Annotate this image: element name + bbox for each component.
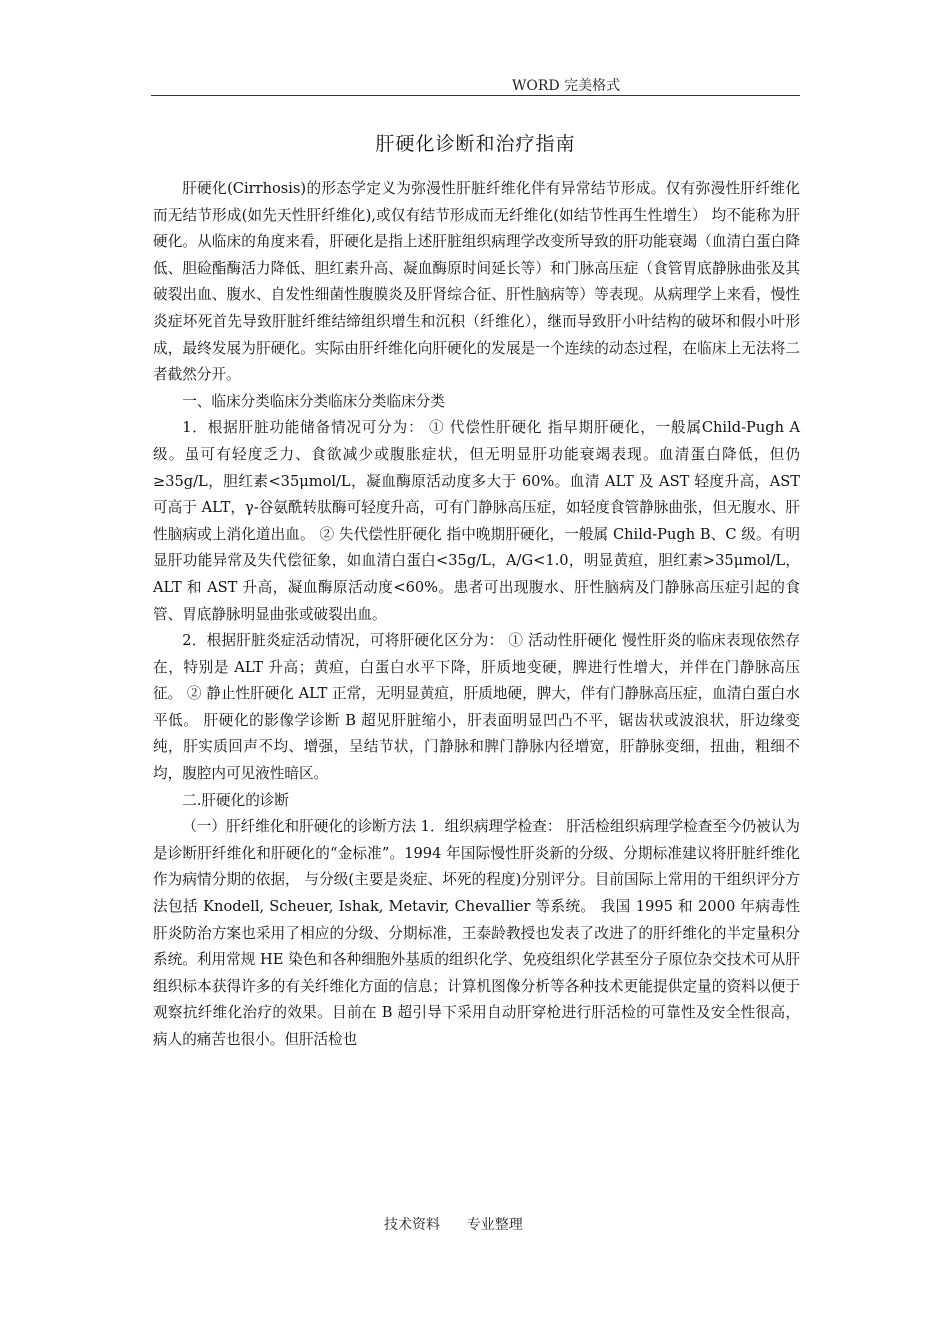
header-divider xyxy=(151,95,800,96)
footer-right-text: 专业整理 xyxy=(466,1217,523,1233)
paragraph-inflammation-activity: 2．根据肝脏炎症活动情况，可将肝硬化区分为： ① 活动性肝硬化 慢性肝炎的临床表现依然存在，特别是 ALT 升高；黄疸，白蛋白水平下降，肝质地变硬，脾进行性增大，并伴在门静脉高压征。 ② 静止性肝硬化 ALT 正常，无明显黄疸，肝质地硬，脾大，伴有门静脉高压症，血清白蛋白水平低。 肝硬化的影像学诊断 B 超见肝脏缩小，肝表面明显凹凸不平，锯齿状或波浪状，肝边缘变纯，肝实质回声不均、增强，呈结节状，门静脉和脾门静脉内径增宽，肝静脉变细，扭曲，粗细不均，腹腔内可见液性暗区。 xyxy=(153,632,800,783)
page-footer xyxy=(384,1216,523,1234)
section-heading-diagnosis: 二.肝硬化的诊断 xyxy=(182,791,289,809)
document-body xyxy=(153,176,800,1054)
section-heading-classification: 一、临床分类临床分类临床分类临床分类 xyxy=(182,392,445,410)
paragraph-diagnosis-methods: （一）肝纤维化和肝硬化的诊断方法 1．组织病理学检查： 肝活检组织病理学检查至今仍被认为是诊断肝纤维化和肝硬化的“金标准”。1994 年国际慢性肝炎新的分级、分期标准建议将肝脏纤维化作为病情分期的依据， 与分级(主要是炎症、坏死的程度)分别评分。目前国际上常用的干组织评分方法包括 Knodell, Scheuer, Ishak, Metavir, Chevallier 等系统。 我国 1995 和 2000 年病毒性肝炎防治方案也采用了相应的分级、分期标准，王泰龄教授也发表了改进了的肝纤维化的半定量积分系统。利用常规 HE 染色和各种细胞外基质的组织化学、免疫组织化学甚至分子原位杂交技术可从肝组织标本获得许多的有关纤维化方面的信息；计算机图像分析等各种技术更能提供定量的资料以便于观察抗纤维化治疗的效果。目前在 B 超引导下采用自动肝穿枪进行肝活检的可靠性及安全性很高，病人的痛苦也很小。但肝活检也 xyxy=(153,818,800,1048)
footer-left-text: 技术资料 xyxy=(384,1217,440,1233)
paragraph-definition: 肝硬化(Cirrhosis)的形态学定义为弥漫性肝脏纤维化伴有异常结节形成。仅有弥漫性肝纤维化而无结节形成(如先天性肝纤维化),或仅有结节形成而无纤维化(如结节性再生性增生） 均不能称为肝硬化。从临床的角度来看，肝硬化是指上述肝脏组织病理学改变所导致的肝功能衰竭（血清白蛋白降低、胆硷酯酶活力降低、胆红素升高、凝血酶原时间延长等）和门脉高压症（食管胃底静脉曲张及其破裂出血、腹水、自发性细菌性腹膜炎及肝肾综合征、肝性脑病等）等表现。从病理学上来看，慢性炎症坏死首先导致肝脏纤维结缔组织增生和沉积（纤维化），继而导致肝小叶结构的破坏和假小叶形成，最终发展为肝硬化。实际由肝纤维化向肝硬化的发展是一个连续的动态过程，在临床上无法将二者截然分开。 xyxy=(153,180,800,384)
paragraph-function-reserve: 1．根据肝脏功能储备情况可分为： ① 代偿性肝硬化 指早期肝硬化，一般属Child-Pugh A 级。虽可有轻度乏力、食欲减少或腹胀症状，但无明显肝功能衰竭表现。血清蛋白降低，但仍≥35g/L，胆红素<35μmol/L，凝血酶原活动度多大于 60%。血清 ALT 及 AST 轻度升高，AST 可高于 ALT，γ-谷氨酰转肽酶可轻度升高，可有门静脉高压症，如轻度食管静脉曲张，但无腹水、肝性脑病或上消化道出血。 ② 失代偿性肝硬化 指中晚期肝硬化，一般属 Child-Pugh B、C 级。有明显肝功能异常及失代偿征象，如血清白蛋白<35g/L，A/G<1.0，明显黄疸，胆红素>35μmol/L，ALT 和 AST 升高，凝血酶原活动度<60%。患者可出现腹水、肝性脑病及门静脉高压症引起的食管、胃底静脉明显曲张或破裂出血。 xyxy=(153,419,800,623)
document-title: 肝硬化诊断和治疗指南 xyxy=(375,133,576,155)
page-header-text: WORD 完美格式 xyxy=(512,78,621,94)
